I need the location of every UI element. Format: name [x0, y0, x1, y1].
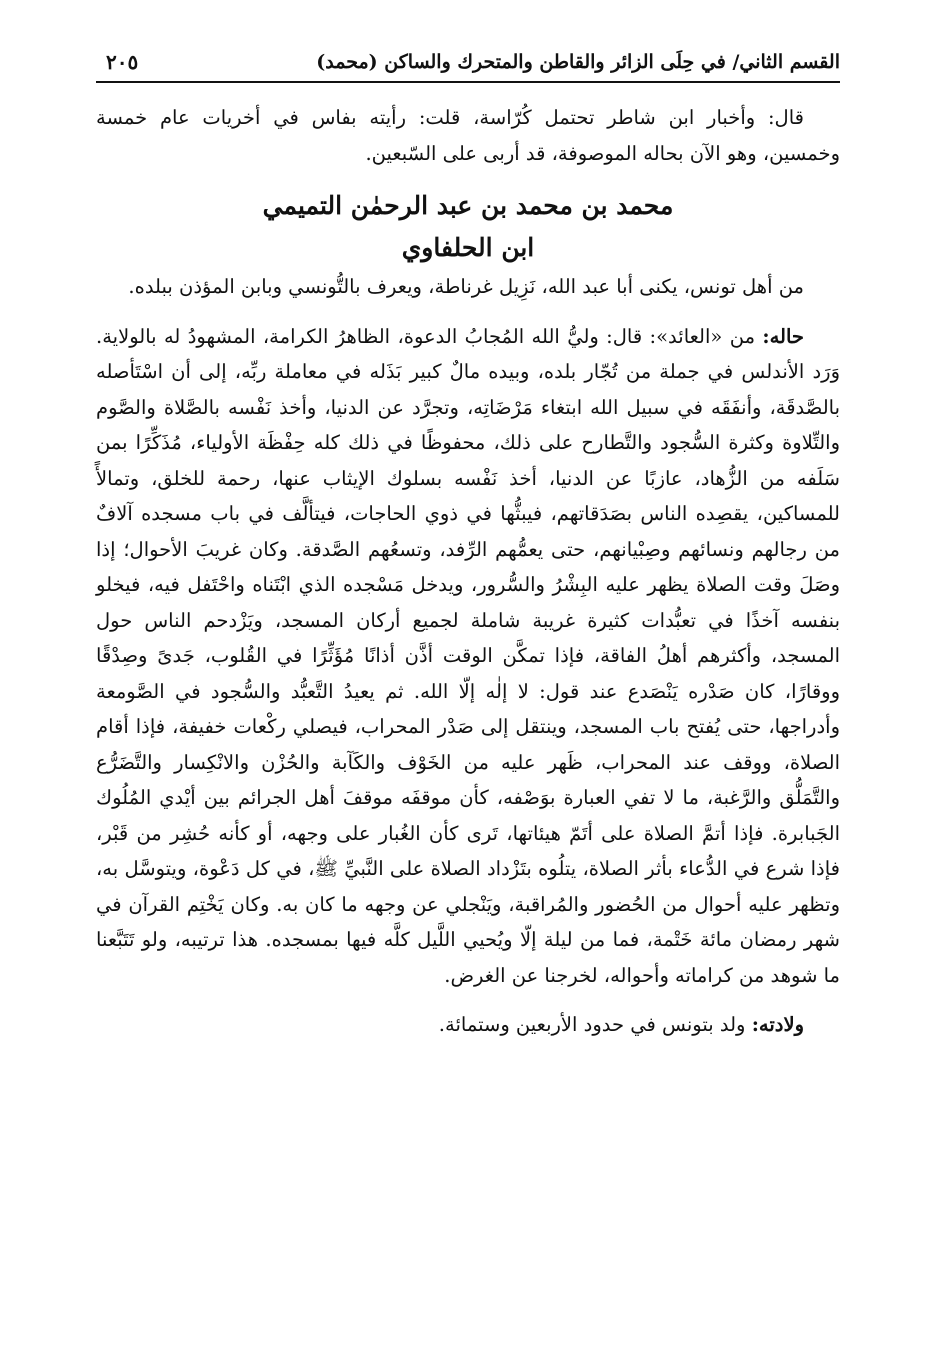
birth-label: ولادته: [751, 1013, 804, 1036]
entry-title-line2: ابن الحلفاوي [401, 233, 535, 262]
header-rule [96, 81, 840, 83]
page-content [96, 100, 840, 1043]
running-title: القسم الثاني/ في حِلَى الزائر والقاطن والمتحرك والساكن (محمد) [316, 51, 840, 73]
entry-title-line1: محمد بن محمد بن عبد الرحمٰن التميمي [262, 191, 674, 220]
page-number: ٢٠٥ [106, 50, 139, 74]
birth-paragraph [96, 1007, 840, 1043]
opening-paragraph: قال: وأخبار ابن شاطر تحتمل كُرّاسة، قلت: رأيته بفاس في أخريات عام خمسة وخمسين، وهو الآن بحاله الموصوفة، قد أربى على السّبعين. [96, 106, 840, 165]
birth-text: ولد بتونس في حدود الأربعين وستمائة. [438, 1013, 746, 1036]
book-page [96, 0, 840, 1363]
origin-paragraph: من أهل تونس، يكنى أبا عبد الله، نَزِيل غرناطة، ويعرف بالتُّونسي وبابن المؤذن ببلده. [128, 275, 804, 298]
state-text: من «العائد»: قال: وليُّ الله المُجابُ الدعوة، الظاهرُ الكرامة، المشهودُ له بالولاية. وَرَد الأندلس في جملة من تُجّار بلده، وبيده مالٌ كبير بَذَله في معاملة ربِّه، إلى أن اسْتَأصله بالصَّدقَة، وأنفَقَه في سبيل الله ابتغاء مَرْضَاتِه، وتجرَّد عن الدنيا، وأخذ نَفْسه بالصَّلاة والصَّوم والتِّلاوة وكثرة السُّجود والتَّطارح على ذلك، محفوظًا في ذلك كله حِفْظَة الأولياء، مُذَكِّرًا بمن سَلَفه من الزُّهاد، عازبًا عن الدنيا، أخذ نَفْسه بسلوك الإيثاب عنها، رحمة للخلق، وتمالأً للمساكين، يقصِده الناس بصَدَقاتهم، فيبثُّها في ذوي الحاجات، فيتألَّف في باب مسجده آلافٌ من رجالهم ونسائهم وصِبْيانهم، حتى يعمُّهم الرِّفد، وتسعُهم الصَّدقة. وكان غريبَ الأحوال؛ إذا وصَلَ وقت الصلاة يظهر عليه البِشْرُ والسُّرور، ويدخل مَسْجده الذي ابْتَناه واحْتَفل فيه، فيخلو بنفسه آخذًا في تعبُّدات كثيرة غريبة شاملة لجميع أركان المسجد، ويَزْدحم الناس حول المسجد، وأكثرهم أهلُ الفاقة، فإذا تمكَّن الوقت أذَّن أذانًا مُؤَثِّرًا في القُلوب، جَدىً وصِدْقًا ووقارًا، كان صَدْره يَنْصَدع عند قول: لا إلٰه إلّا الله. ثم يعيدُ التَّعبُّد والسُّجود في الصَّومعة وأدراجها، حتى يُفتح باب المسجد، وينتقل إلى صَدْر المحراب، فيصلي ركْعات خفيفة، فإذا أقام الصلاة، ووقف عند المحراب، ظَهر عليه من الخَوْف والكَآبة والحُزْن والانْكِسار والتَّضَرُّع والتَّمَلُّق والرَّغبة، ما لا تفي العبارة بوَصْفه، كأن موقفَه موقفَ أهل الجرائم بين أيْدي المُلُوك الجَبابرة. فإذا أتمَّ الصلاة على أتَمّ هيئاتها، تَرى كأن الغُبار على وجهه، أو كأنه حُشِر من قَبْر، فإذا شرع في الدُّعاء بأثر الصلاة، يتلُوه بتَزْداد الصلاة على النَّبيِّ ﷺ، في كل دَعْوة، ويتوسَّل به، وتظهر عليه أحوال من الحُضور والمُراقبة، ويَنْجلي عن وجهه ما كان به. وكان يَخْتِم القرآن في شهر رمضان مائة خَتْمة، فما من ليلة إلّا ويُحيي اللَّيل كلَّه فيها بمسجده. هذا ترتيبه، ولو تَتَبَّعنا ما شوهد من كراماته وأحواله، لخرجنا عن الغرض. [96, 324, 840, 987]
running-header [96, 46, 840, 78]
state-paragraph [96, 319, 840, 994]
state-label: حاله: [762, 324, 804, 348]
